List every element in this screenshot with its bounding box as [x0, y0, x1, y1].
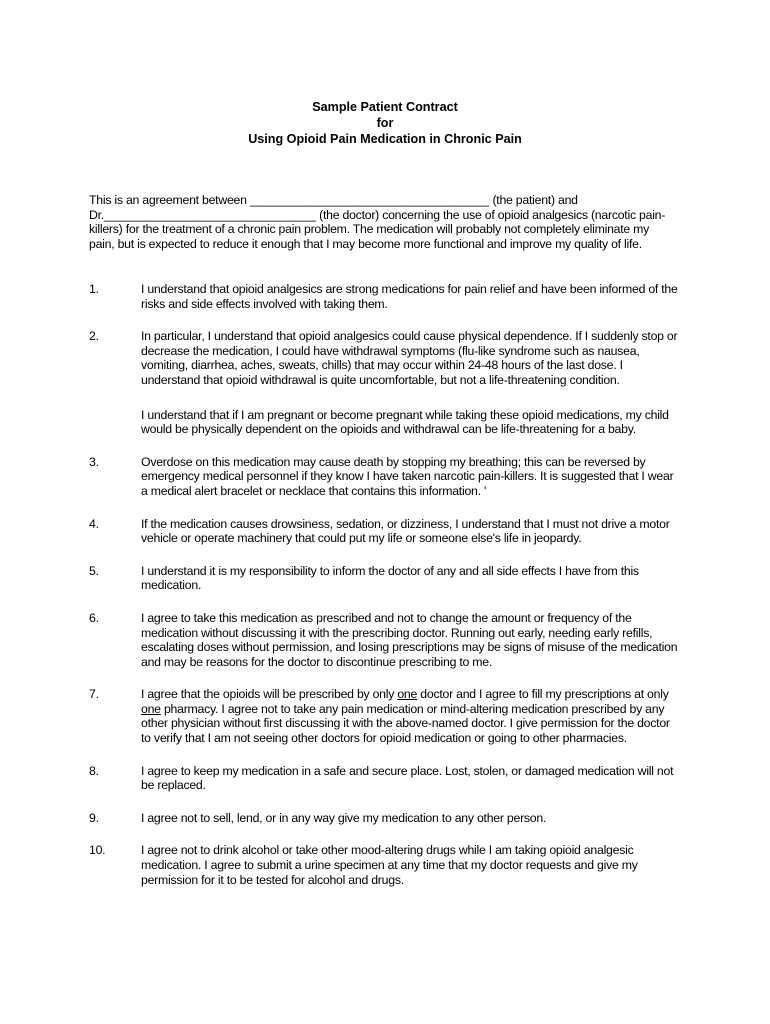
- item-text: I agree to keep my medication in a safe and secure place. Lost, stolen, or damaged medication will not be replaced.: [141, 763, 674, 793]
- intro-text-1: This is an agreement between: [89, 193, 250, 207]
- item-text-part: I agree that the opioids will be prescribed by only: [141, 687, 398, 702]
- emphasis-one: one: [141, 701, 161, 716]
- item-number: 5.: [89, 563, 99, 578]
- item-text: I agree to take this medication as prescribed and not to change the amount or frequency of the medication without discussing it with the prescribing doctor. Running out early, needing early refills, escalating doses without permission, and losing prescriptions may be signs of misuse of the medication and may be reasons for the doctor to discontinue prescribing to me.: [141, 610, 678, 669]
- list-item: [89, 564, 679, 593]
- item-number: 4.: [89, 516, 99, 531]
- item-number: 7.: [89, 687, 99, 702]
- title-line-1: Sample Patient Contract: [312, 100, 458, 114]
- document-title: [0, 99, 770, 147]
- item-number: 3.: [89, 454, 99, 469]
- item-number: 6.: [89, 610, 99, 625]
- item-text: [141, 687, 679, 745]
- item-number: 8.: [89, 763, 99, 778]
- item-number: 9.: [89, 810, 99, 825]
- item-subparagraph: I understand that if I am pregnant or become pregnant while taking these opioid medications, my child would be physically dependent on the opioids and withdrawal can be life-threatening for a baby.: [141, 407, 669, 437]
- item-text: I agree not to drink alcohol or take other mood-altering drugs while I am taking opioid analgesic medication. I agree to submit a urine specimen at any time that my doctor requests and give my permission for it to be tested for alcohol and drugs.: [141, 843, 638, 887]
- patient-name-blank[interactable]: ___________________________________: [249, 193, 490, 207]
- title-line-3: Using Opioid Pain Medication in Chronic Pain: [248, 132, 522, 146]
- list-item: [89, 329, 679, 437]
- list-item: [89, 455, 679, 499]
- item-text: I agree not to sell, lend, or in any way give my medication to any other person.: [141, 810, 547, 825]
- item-text-part: doctor and I agree to fill my prescriptions at only: [417, 687, 669, 702]
- title-line-2: for: [376, 116, 394, 130]
- item-text: I understand it is my responsibility to inform the doctor of any and all side effects I have from this medication.: [141, 563, 639, 593]
- agreement-list: [89, 282, 679, 905]
- doctor-name-blank[interactable]: _______________________________: [103, 207, 316, 222]
- item-text: In particular, I understand that opioid analgesics could cause physical dependence. If I suddenly stop or decrease the medication, I could have withdrawal symptoms (flu-like syndrome such as nausea, vomiting, diarrhea, aches, sweats, chills) that may occur within 24-48 hours of the last dose. I understand that opioid withdrawal is quite uncomfortable, but not a life-threatening condition.: [141, 329, 678, 387]
- item-number: 2.: [89, 329, 99, 344]
- item-number: 1.: [89, 282, 99, 296]
- item-text-part: pharmacy. I agree not to take any pain medication or mind-altering medication prescribed by any other physician without first discussing it with the above-named doctor. I give permission for the doctor to verify that I am not seeing other doctors for opioid medication or going to other pharmacies.: [141, 701, 670, 746]
- list-item: [89, 282, 679, 311]
- item-body: [141, 329, 679, 437]
- intro-text-2: (the patient) and Dr.: [89, 193, 578, 222]
- list-item: [89, 811, 679, 826]
- item-text: I understand that opioid analgesics are strong medications for pain relief and have been informed of the risks and side effects involved with taking them.: [141, 282, 678, 311]
- item-number: 10.: [89, 843, 106, 858]
- intro-paragraph: [89, 193, 669, 251]
- intro-text-3: (the doctor) concerning the use of opioid analgesics (narcotic pain-killers) for the treatment of a chronic pain problem. The medication will probably not completely eliminate my pain, but is expected to reduce it enough that I may become more functional and improve my quality of life.: [89, 207, 666, 251]
- list-item: [89, 843, 679, 887]
- emphasis-one: one: [397, 687, 418, 702]
- list-item: [89, 764, 679, 793]
- list-item: [89, 517, 679, 546]
- item-text: If the medication causes drowsiness, sedation, or dizziness, I understand that I must not drive a motor vehicle or operate machinery that could put my life or someone else's life in jeopardy.: [141, 516, 670, 546]
- item-text: Overdose on this medication may cause death by stopping my breathing; this can be reversed by emergency medical personnel if they know I have taken narcotic pain-killers. It is suggested that I wear a medical alert bracelet or necklace that contains this information. ': [141, 454, 674, 498]
- list-item: [89, 687, 679, 745]
- list-item: [89, 611, 679, 669]
